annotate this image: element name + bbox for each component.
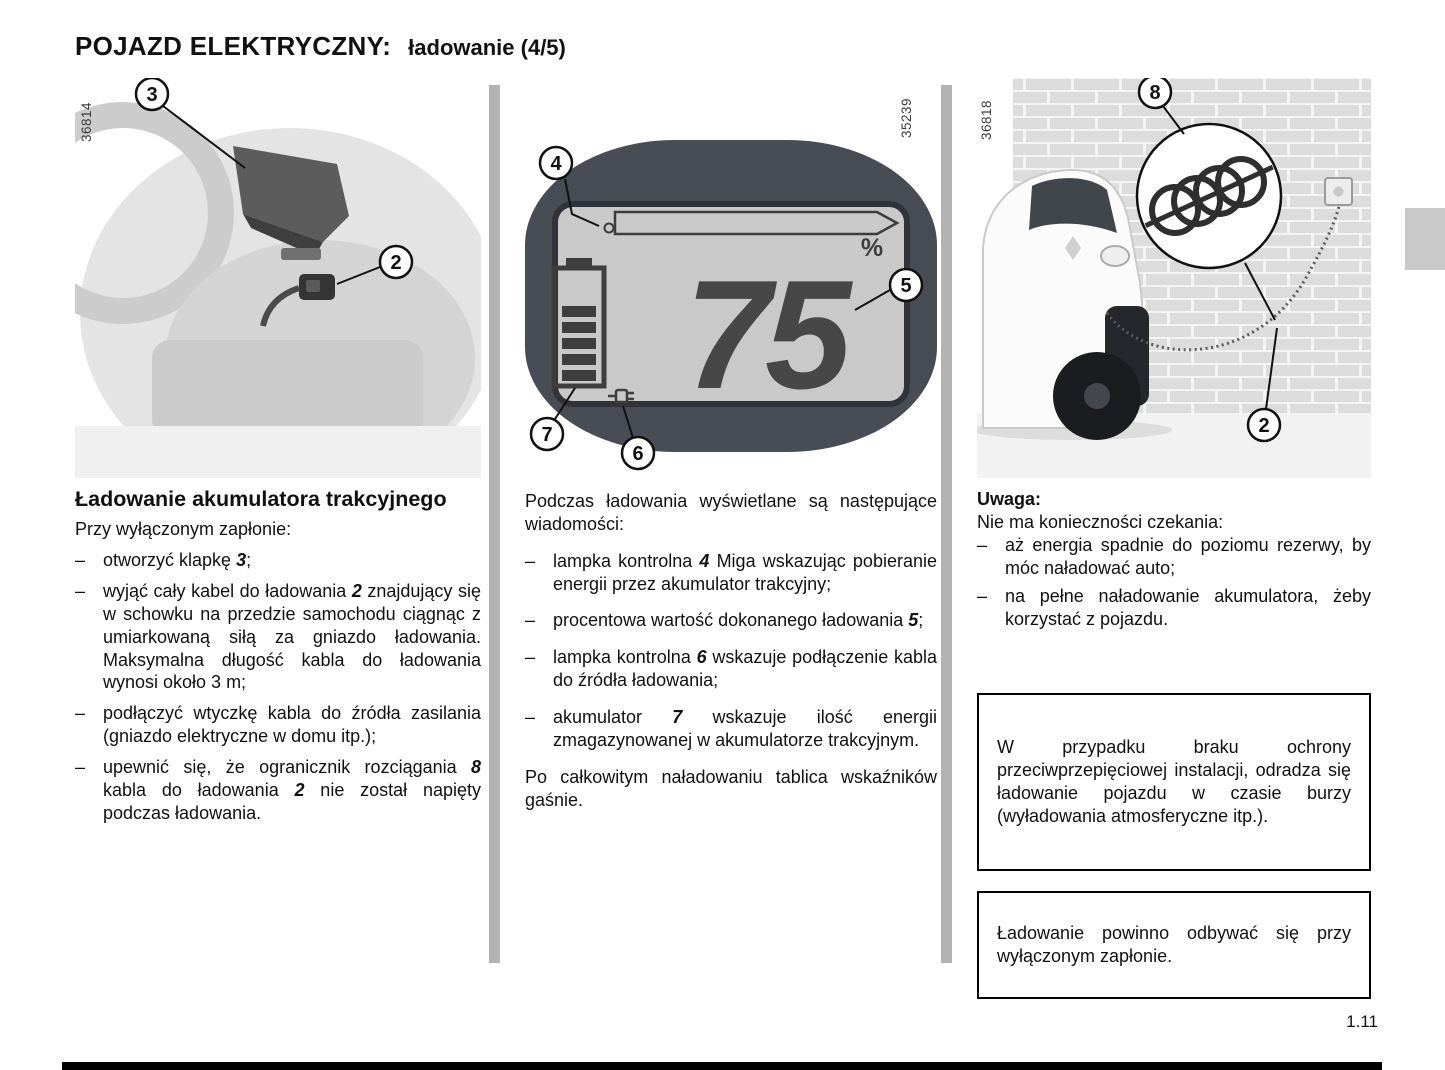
page-title-main: POJAZD ELEKTRYCZNY: bbox=[75, 31, 392, 61]
percent-sign: % bbox=[860, 234, 884, 262]
col1-bullets bbox=[75, 549, 481, 824]
bullet-text: podłączyć wtyczkę kabla do źródła zasilania (gniazdo elektryczne w domu itp.); bbox=[103, 703, 481, 747]
photo-id-36814: 36814 bbox=[79, 101, 94, 142]
list-item bbox=[75, 756, 481, 825]
warning-box-ignition bbox=[977, 891, 1371, 999]
bullet-dash: – bbox=[75, 550, 86, 571]
col2-bullets bbox=[525, 550, 937, 752]
figure-wall-charging bbox=[977, 78, 1371, 478]
bullet-dash: – bbox=[525, 610, 536, 631]
section-heading-charging: Ładowanie akumulatora trakcyjnego bbox=[75, 487, 447, 511]
bullet-dash: – bbox=[75, 756, 86, 777]
list-item bbox=[525, 609, 937, 632]
page-footer-bar bbox=[62, 1062, 1382, 1070]
col3-bullets bbox=[977, 534, 1371, 631]
bullet-dash: – bbox=[75, 580, 86, 601]
list-item bbox=[75, 549, 481, 572]
svg-text:5: 5 bbox=[900, 275, 912, 297]
list-item bbox=[977, 534, 1371, 580]
svg-text:4: 4 bbox=[550, 153, 562, 175]
note-title: Uwaga: bbox=[977, 489, 1042, 509]
wall-socket bbox=[1325, 178, 1352, 205]
photo-id-36818: 36818 bbox=[979, 99, 994, 140]
bullet-dash: – bbox=[525, 550, 536, 571]
photo-id-35239: 35239 bbox=[899, 97, 914, 138]
svg-text:2: 2 bbox=[1258, 415, 1270, 437]
svg-text:3: 3 bbox=[146, 84, 158, 106]
list-item bbox=[75, 580, 481, 694]
column-divider bbox=[941, 85, 952, 963]
figure-wall-photo bbox=[977, 78, 1371, 478]
bullet-text: wyjąć cały kabel do ładowania 2 znajdujący się w schowku na przedzie samochodu ciągnąc z umiarkowaną siłą za gniazdo ładowania. Maksymalna długość kabla do ładowania wynosi około 3 m; bbox=[103, 580, 481, 693]
bullet-text: na pełne naładowanie akumulatora, żeby korzystać z pojazdu. bbox=[1005, 586, 1371, 630]
warning-ignition-text: Ładowanie powinno odbywać się przy wyłączonym zapłonie. bbox=[997, 923, 1351, 967]
bullet-text: upewnić się, że ogranicznik rozciągania 8 kabla do ładowania 2 nie został napięty podczas ładowania. bbox=[103, 756, 481, 823]
col2-intro: Podczas ładowania wyświetlane są następujące wiadomości: bbox=[525, 491, 937, 534]
page-title bbox=[75, 26, 566, 63]
glovebox-photo-art bbox=[75, 115, 481, 478]
bullet-dash: – bbox=[977, 586, 988, 607]
bullet-dash: – bbox=[525, 707, 536, 728]
bullet-text: lampka kontrolna 6 wskazuje podłączenie kabla do źródła ładowania; bbox=[553, 647, 938, 691]
col2-outro: Po całkowitym naładowaniu tablica wskaźników gaśnie. bbox=[525, 766, 937, 810]
chapter-tab-marker bbox=[1405, 208, 1445, 270]
bullet-text: procentowa wartość dokonanego ładowania 5; bbox=[553, 610, 924, 631]
list-item bbox=[75, 702, 481, 748]
figure-glovebox-photo bbox=[75, 78, 481, 478]
figure-glovebox bbox=[75, 78, 481, 478]
wall-photo-art bbox=[977, 78, 1371, 478]
list-item bbox=[525, 550, 937, 596]
svg-text:2: 2 bbox=[390, 252, 402, 274]
bullet-dash: – bbox=[75, 703, 86, 724]
electric-car bbox=[983, 170, 1149, 440]
list-item bbox=[977, 585, 1371, 631]
list-item bbox=[525, 646, 937, 692]
bullet-text: akumulator 7 wskazuje ilość energii zmagazynowanej w akumulatorze trakcyjnym. bbox=[553, 707, 938, 750]
column-glovebox bbox=[75, 78, 481, 833]
svg-text:6: 6 bbox=[632, 443, 644, 465]
figure-display-photo bbox=[525, 78, 937, 478]
note-intro: Nie ma konieczności czekania: bbox=[977, 511, 1224, 532]
charge-percentage-value: 75 bbox=[684, 248, 846, 421]
page-number: 1.11 bbox=[1346, 1012, 1378, 1031]
bullet-dash: – bbox=[977, 534, 988, 555]
column-wall-charging bbox=[977, 78, 1371, 999]
warning-box-storm bbox=[977, 693, 1371, 871]
page-title-sub: ładowanie (4/5) bbox=[408, 35, 566, 60]
svg-text:7: 7 bbox=[541, 424, 553, 446]
instrument-cluster bbox=[525, 140, 937, 452]
svg-text:8: 8 bbox=[1149, 82, 1161, 104]
col1-intro: Przy wyłączonym zapłonie: bbox=[75, 519, 292, 540]
bullet-text: aż energia spadnie do poziomu rezerwy, by móc naładować auto; bbox=[1005, 534, 1371, 578]
column-divider bbox=[489, 85, 500, 963]
bullet-dash: – bbox=[525, 647, 536, 668]
warning-storm-text: W przypadku braku ochrony przeciwprzepięciowej instalacji, odradza się ładowanie pojazdu w czasie burzy (wyładowania atmosferyczne itp.). bbox=[997, 737, 1351, 827]
column-display bbox=[525, 78, 937, 811]
bullet-text: otworzyć klapkę 3; bbox=[103, 550, 252, 571]
list-item bbox=[525, 706, 937, 752]
figure-dashboard-display bbox=[525, 78, 937, 478]
bullet-text: lampka kontrolna 4 Miga wskazując pobieranie energii przez akumulator trakcyjny; bbox=[553, 550, 937, 594]
